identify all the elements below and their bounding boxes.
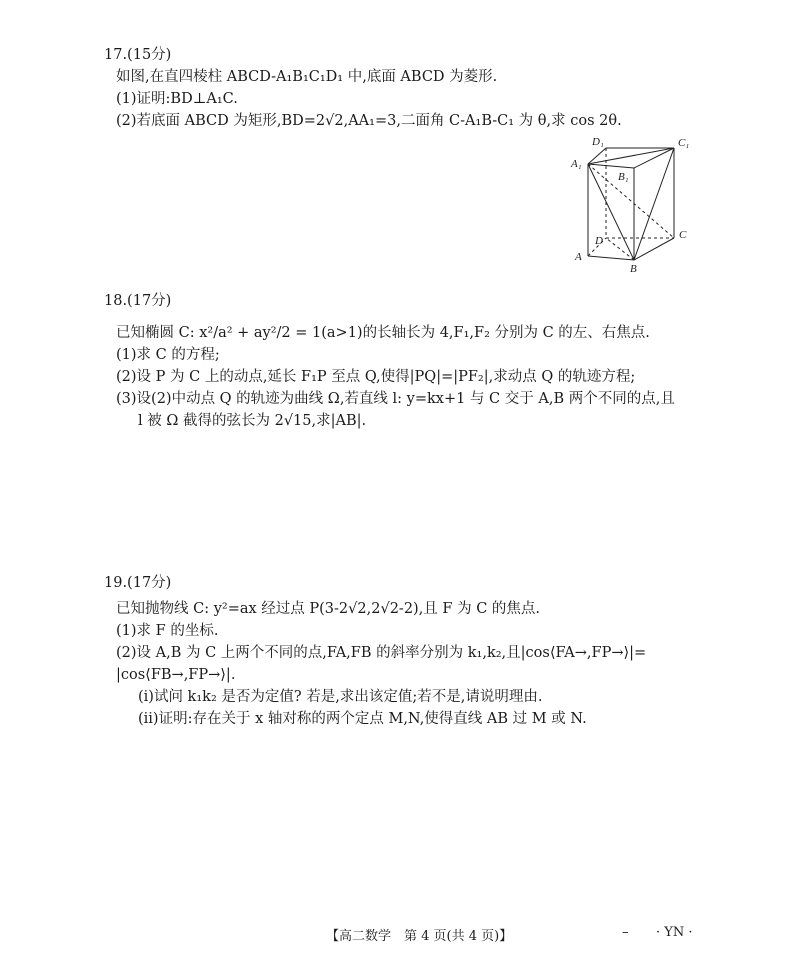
prism-figure [566,134,701,274]
question-19 [104,572,704,730]
label-C1: C₁ [678,137,690,149]
question-19-heading: 19.(17分) [104,575,172,591]
footer-dash: – [622,925,629,940]
label-A1: A₁ [571,158,582,170]
question-18-part-2: (2)设 P 为 C 上的动点,延长 F₁P 至点 Q,使得|PQ|=|PF₂|,求动点 Q 的轨迹方程; [116,369,636,385]
question-18-part-1: (1)求 C 的方程; [116,347,220,363]
question-19-part-2-i: (ⅰ)试问 k₁k₂ 是否为定值? 若是,求出该定值;若不是,请说明理由. [138,689,543,705]
edge-AB [588,256,634,260]
label-C: C [679,229,687,241]
question-18-heading: 18.(17分) [104,293,172,309]
footer-page-info: 【高二数学 第 4 页(共 4 页)】 [326,929,513,944]
label-D1: D₁ [592,136,604,148]
edge-BC [634,238,674,260]
label-B1: B₁ [618,171,629,183]
question-17-heading: 17.(15分) [104,47,172,63]
question-18-part-3-cont: l 被 Ω 截得的弦长为 2√15,求|AB|. [138,413,367,429]
question-19-part-2-cont: |cos⟨FB→,FP→⟩|. [116,667,236,683]
question-18-stem: 已知椭圆 C: x²/a² + ay²/2 = 1(a>1)的长轴长为 4,F₁,F₂ 分别为 C 的左、右焦点. [116,325,650,341]
question-19-stem: 已知抛物线 C: y²=ax 经过点 P(3-2√2,2√2-2),且 F 为 C 的焦点. [116,601,541,617]
question-19-part-2: (2)设 A,B 为 C 上两个不同的点,FA,FB 的斜率分别为 k₁,k₂,且|cos⟨FA→,FP→⟩|= [116,645,647,661]
question-17-part-2: (2)若底面 ABCD 为矩形,BD=2√2,AA₁=3,二面角 C-A₁B-C₁ 为 θ,求 cos 2θ. [116,113,622,129]
question-19-part-2-ii: (ⅱ)证明:存在关于 x 轴对称的两个定点 M,N,使得直线 AB 过 M 或 N. [138,711,587,727]
question-18-part-3: (3)设(2)中动点 Q 的轨迹为曲线 Ω,若直线 l: y=kx+1 与 C 交于 A,B 两个不同的点,且 [116,391,675,407]
edge-A1B1 [588,164,634,168]
label-D: D [595,235,603,247]
segment-BD [606,238,634,260]
label-A: A [575,251,582,263]
question-17-stem: 如图,在直四棱柱 ABCD-A₁B₁C₁D₁ 中,底面 ABCD 为菱形. [116,69,498,85]
segment-A1C1 [588,148,674,164]
segment-A1C [588,164,674,238]
question-17-part-1: (1)证明:BD⊥A₁C. [116,91,238,107]
question-19-part-1: (1)求 F 的坐标. [116,623,219,639]
question-17 [104,44,704,132]
question-18 [104,290,704,432]
label-B: B [630,263,637,274]
footer-code: · YN · [656,925,693,940]
